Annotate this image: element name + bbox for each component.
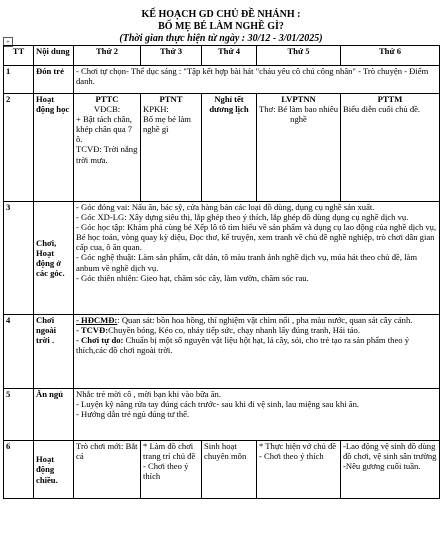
lesson-monday: PTTC VĐCB: + Bật tách chân, khép chân qua 7 ô. TCVĐ: Trời nắng trời mưa. bbox=[74, 94, 141, 202]
meal-sleep-activities: Nhắc trẻ mời cô , mời bạn khi vào bữa ăn. - Luyện kỹ năng rửa tay đúng cách trước- sau khi đi vệ sinh, lau miệng sau khi ăn. - Hướng dẫn trẻ ngủ đúng tư thế. bbox=[74, 389, 440, 441]
lesson-tuesday: PTNT KPKH: Bố mẹ bé làm nghề gì bbox=[141, 94, 202, 202]
afternoon-monday: Trò chơi mới: Bắt cá bbox=[74, 441, 141, 499]
topic-title: BỐ MẸ BÉ LÀM NGHỀ GÌ? bbox=[158, 21, 284, 32]
header-wed: Thứ 4 bbox=[202, 46, 257, 66]
plan-table bbox=[3, 45, 440, 499]
period-line: (Thời gian thực hiện từ ngày : 30/12 - 3/01/2025) bbox=[119, 33, 323, 44]
row-number: 5 bbox=[4, 389, 34, 441]
row-title: Chơi, Hoạt động ở các góc. bbox=[34, 202, 74, 315]
row-title: Đón trẻ bbox=[34, 66, 74, 94]
lesson-wednesday: Nghỉ tết dương lịch bbox=[202, 94, 257, 202]
header-thu: Thứ 5 bbox=[257, 46, 341, 66]
outdoor-activities: - HĐCMĐ:: Quan sát: bồn hoa hồng, thí nghiệm vật chìm nổi , pha màu nước, quan sát cây cảnh. - TCVĐ:Chuyền bóng, Kéo co, nhảy tiếp sức, chạy nhanh lấy đúng tranh, Hái táo. - Chơi tự do: Chuẩn bị một số nguyên vật liệu hột hạt, lá cây, sỏi, cho trẻ tạo ra sản phẩm theo ý thích,các đồ chơi ngoài trời. bbox=[74, 315, 440, 389]
row-number: 6 bbox=[4, 441, 34, 499]
header-tt: TT bbox=[4, 46, 34, 66]
row-number: 1 bbox=[4, 66, 34, 94]
corner-activities: - Góc đóng vai: Nấu ăn, bác sỹ, cửa hàng bán các loại đồ dùng, dụng cụ nghề sản xuất. - Góc XD-LG: Xây dựng siêu thị, lắp ghép theo ý thích, lắp ghép đồ dùng dụng cụ nghề dịch vụ. - Góc học tập: Khám phá cùng bé Xếp lô tô tìm hiểu về sản phẩm và dụng cụ lao động của nghề dịch vụ, Bé học toán, vòng quay kỳ diệu, Đọc thơ, kể truyện, xem tranh về chủ đề nghề nghiệp, trò chơi dân gian cấp cua, ô ăn quan. - Góc nghệ thuật: Làm sản phẩm, cắt dán, tô màu tranh ảnh nghề dịch vụ, múa hát theo chủ đề, làm anbum về nghề dịch vụ. - Góc thiên nhiên: Gieo hạt, chăm sóc cây, làm vườn, chăm sóc rau. bbox=[74, 202, 440, 315]
afternoon-friday: -Lao động vệ sinh đồ dùng đồ chơi, vệ sinh sân trường -Nêu gương cuối tuần. bbox=[341, 441, 440, 499]
header-tue: Thứ 3 bbox=[141, 46, 202, 66]
afternoon-tuesday: * Làm đồ chơi trang trí chủ đề - Chơi theo ý thích bbox=[141, 441, 202, 499]
header-mon: Thứ 2 bbox=[74, 46, 141, 66]
afternoon-thursday: * Thực hiện vở chủ đề - Chơi theo ý thích bbox=[257, 441, 341, 499]
table-move-handle-icon[interactable]: + bbox=[3, 37, 13, 47]
row-title: Ăn ngủ bbox=[34, 389, 74, 441]
row-number: 2 bbox=[4, 94, 34, 202]
row-title: Hoạt động học bbox=[34, 94, 74, 202]
row-title: Hoạt động chiều. bbox=[34, 441, 74, 499]
row-title: Chơi ngoài trời . bbox=[34, 315, 74, 389]
header-row bbox=[4, 46, 440, 66]
row-number: 4 bbox=[4, 315, 34, 389]
afternoon-wednesday: Sinh hoạt chuyên môn bbox=[202, 441, 257, 499]
plan-title: KẾ HOẠCH GD CHỦ ĐỀ NHÁNH : bbox=[141, 9, 301, 20]
table-row bbox=[4, 389, 440, 441]
table-row bbox=[4, 441, 440, 499]
header-fri: Thứ 6 bbox=[341, 46, 440, 66]
table-row bbox=[4, 66, 440, 94]
row-number: 3 bbox=[4, 202, 34, 315]
header-content: Nội dung bbox=[34, 46, 74, 66]
lesson-thursday: LVPTNN Thơ: Bé làm bao nhiêu nghề bbox=[257, 94, 341, 202]
welcome-activities: - Chơi tự chọn- Thể dục sáng : "Tập kết hợp bài hát "cháu yêu cô chú công nhân" - Trò chuyện - Điểm danh. bbox=[74, 66, 440, 94]
table-row bbox=[4, 94, 440, 202]
lesson-friday: PTTM Biểu diễn cuối chủ đề. bbox=[341, 94, 440, 202]
table-row bbox=[4, 202, 440, 315]
table-row bbox=[4, 315, 440, 389]
